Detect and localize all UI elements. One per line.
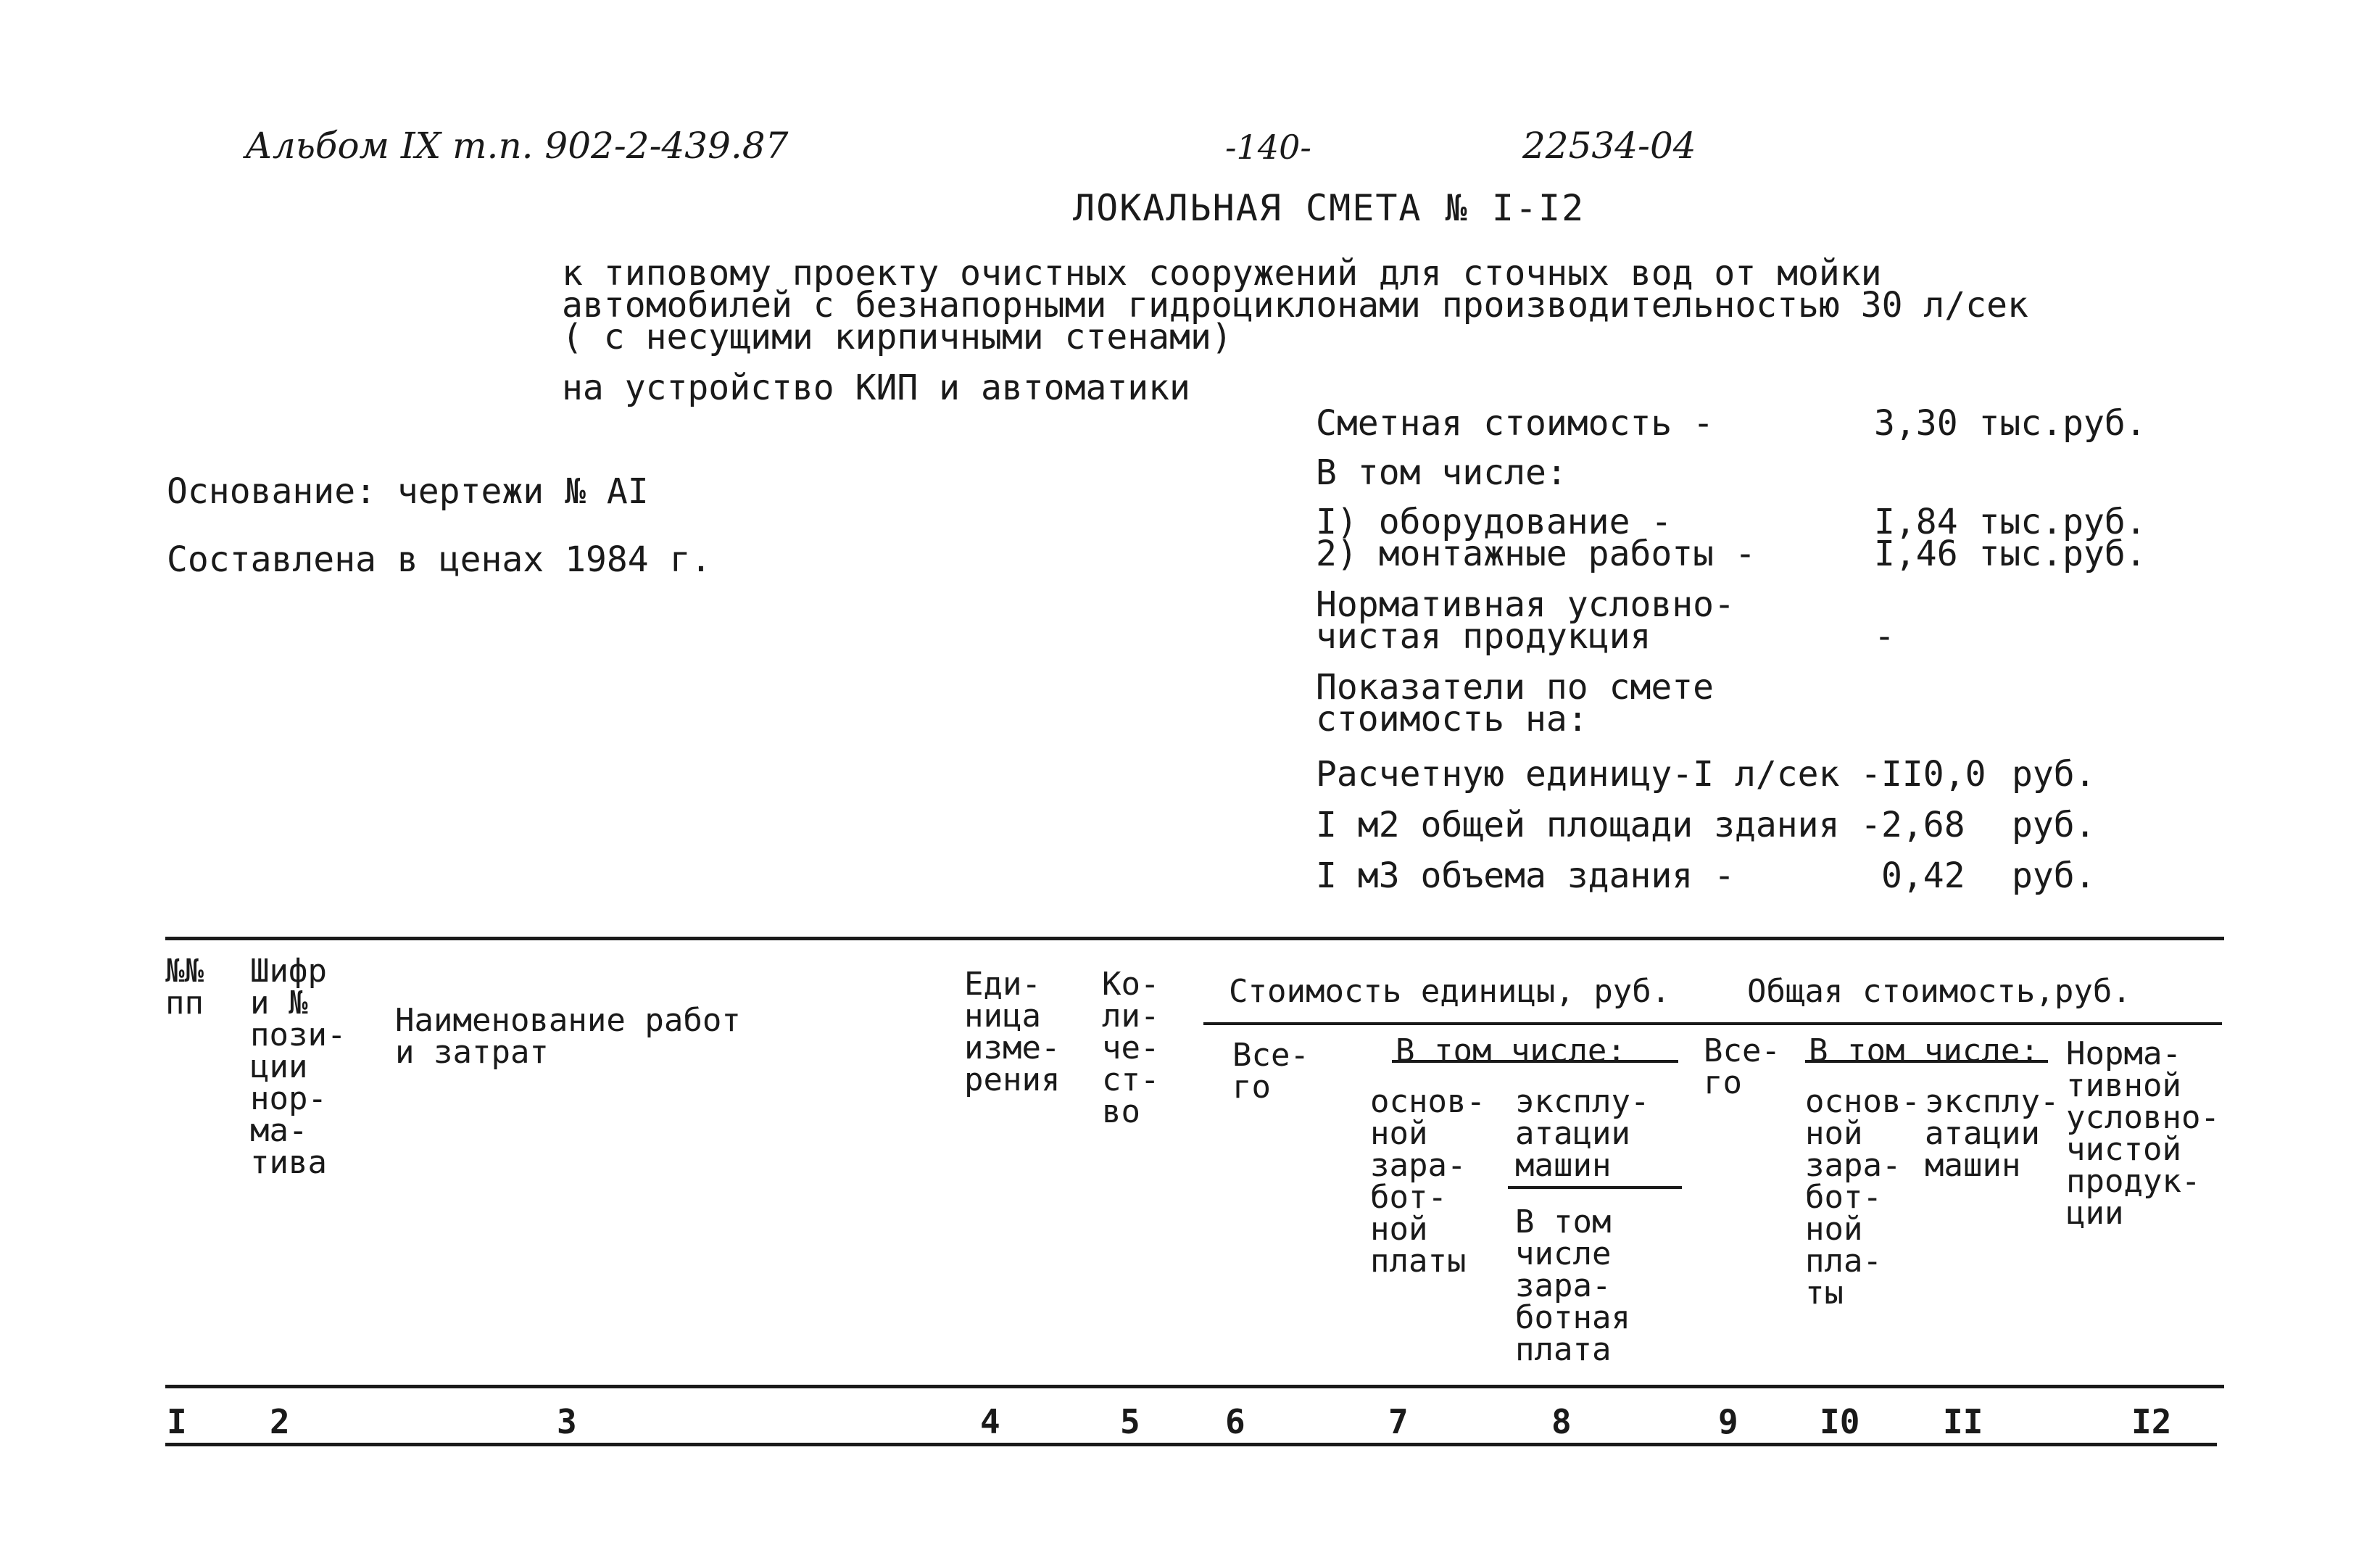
basis-line: Основание: чертежи № AI (167, 471, 649, 512)
area-cost-currency: руб. (2012, 805, 2096, 845)
equipment-label: I) оборудование - (1316, 502, 1672, 542)
col-header-code: Шифр и № пози- ции нор- ма- тива (250, 953, 347, 1181)
header-bottom-rule (165, 1385, 2224, 1388)
col-header-name: Наименование работ и затрат (395, 1002, 741, 1071)
column-number-5: 5 (1120, 1402, 1140, 1441)
column-number-10: I0 (1820, 1402, 1860, 1441)
col-header-unit-machine-wage: В том числе зара- ботная плата (1515, 1203, 1630, 1368)
normative-label-1: Нормативная условно- (1316, 584, 1735, 625)
col-header-unit-base-wage: основ- ной зара- бот- ной платы (1370, 1083, 1485, 1280)
including-label: В том числе: (1316, 452, 1567, 493)
document-code: 22534-04 (1522, 125, 1696, 167)
column-number-2: 2 (270, 1402, 290, 1441)
total-cost-group-header: Общая стоимость,руб. (1747, 973, 2131, 1010)
column-number-8: 8 (1551, 1402, 1572, 1441)
col-header-normative: Норма- тивной условно- чистой продук- ции (2066, 1035, 2220, 1232)
unit-cost-value: II0,0 (1881, 754, 1986, 795)
col-header-quantity: Ко- ли- че- ст- во (1102, 966, 1160, 1130)
column-number-1: I (167, 1402, 187, 1441)
normative-value: - (1874, 616, 1895, 657)
column-number-4: 4 (980, 1402, 1000, 1441)
equipment-value: I,84 тыс.руб. (1874, 502, 2147, 542)
column-number-9: 9 (1718, 1402, 1738, 1441)
table-top-rule (165, 937, 2224, 940)
column-number-7: 7 (1388, 1402, 1409, 1441)
area-cost-label: I м2 общей площади здания - (1316, 805, 1882, 845)
subject-purpose: на устройство КИП и автоматики (562, 368, 1190, 408)
subject-line-1: к типовому проекту очистных сооружений для сточных вод от мойки (562, 253, 1882, 294)
column-numbers-rule (165, 1443, 2217, 1446)
column-number-3: 3 (557, 1402, 577, 1441)
volume-cost-value: 0,42 (1881, 855, 1965, 896)
indicators-label-2: стоимость на: (1316, 699, 1588, 739)
normative-label-2: чистая продукция (1316, 616, 1651, 657)
subject-line-2: автомобилей с безнапорными гидроциклонами производительностью 30 л/сек (562, 285, 2028, 326)
document-title: ЛОКАЛЬНАЯ СМЕТА № I-I2 (1073, 187, 1585, 229)
installation-label: 2) монтажные работы - (1316, 534, 1756, 574)
col-header-unit-total: Все- го (1232, 1037, 1309, 1106)
installation-value: I,46 тыс.руб. (1874, 534, 2147, 574)
column-number-11: II (1943, 1402, 1983, 1441)
col-header-total-machine-op: эксплу- атации машин (1925, 1083, 2060, 1184)
volume-cost-label: I м3 объема здания - (1316, 855, 1735, 896)
estimated-cost-value: 3,30 тыс.руб. (1874, 403, 2147, 444)
column-number-6: 6 (1225, 1402, 1245, 1441)
column-number-12: I2 (2131, 1402, 2172, 1441)
subject-line-3: ( с несущими кирпичными стенами) (562, 317, 1232, 357)
col-header-total-base-wage: основ- ной зара- бот- ной пла- ты (1805, 1083, 1920, 1312)
album-reference: Альбом IX т.п. 902-2-439.87 (245, 125, 789, 167)
col-header-number: №№ пп (165, 953, 204, 1022)
col-header-unit: Еди- ница изме- рения (964, 966, 1061, 1098)
unit-cost-group-header: Стоимость единицы, руб. (1229, 973, 1671, 1010)
machine-op-rule (1508, 1186, 1682, 1189)
total-including-header: В том числе: (1809, 1032, 2039, 1069)
unit-including-header: В том числе: (1396, 1032, 1626, 1069)
indicators-label-1: Показатели по смете (1316, 667, 1714, 708)
volume-cost-currency: руб. (2012, 855, 2096, 896)
prices-line: Составлена в ценах 1984 г. (167, 539, 712, 580)
page-number: -140- (1225, 128, 1311, 167)
col-header-total-all: Все- го (1704, 1032, 1780, 1101)
area-cost-value: 2,68 (1881, 805, 1965, 845)
unit-cost-currency: руб. (2012, 754, 2096, 795)
cost-group-rule (1203, 1022, 2222, 1025)
estimated-cost-label: Сметная стоимость - (1316, 403, 1714, 444)
col-header-unit-machine-op: эксплу- атации машин (1515, 1083, 1650, 1184)
unit-cost-label: Расчетную единицу-I л/сек - (1316, 754, 1882, 795)
